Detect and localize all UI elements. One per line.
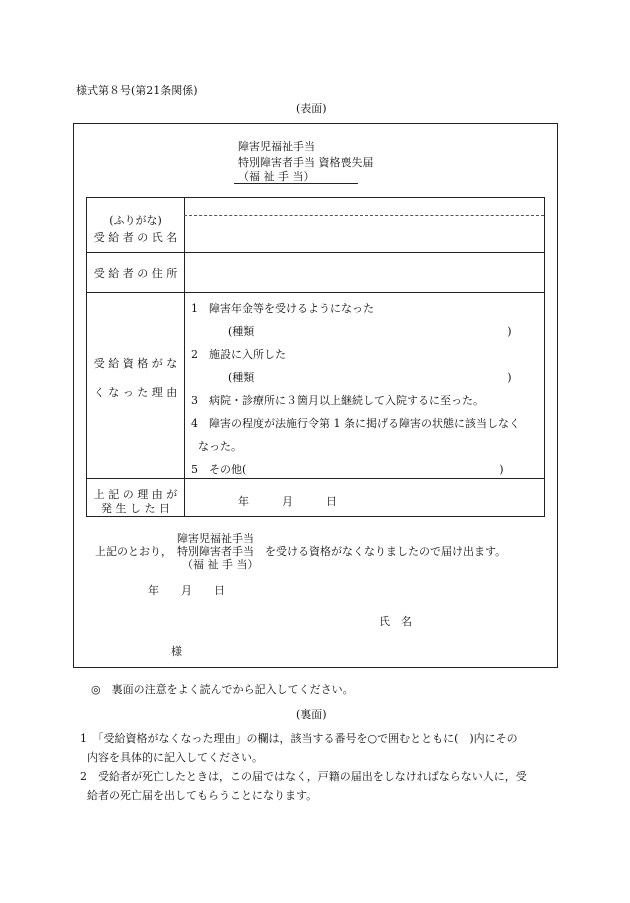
sign-date: 年 月 日 [148, 584, 225, 597]
reason-label-line-2: く な っ た 理 由 [93, 386, 178, 399]
form-number: 様式第８号(第21条関係) [76, 84, 198, 97]
column-divider [184, 198, 185, 516]
reason-item-3: 3 病院・診療所に３箇月以上継続して入院するに至った。 [191, 394, 484, 407]
furigana-divider [184, 215, 544, 216]
reason-item-2: 2 施設に入所した [191, 348, 286, 361]
statement-allowance-1: 障害児福祉手当 [177, 532, 254, 545]
title-line-3: （福 祉 手 当） [238, 170, 315, 183]
recipient-address-label: 受 給 者 の 住 所 [93, 267, 178, 280]
reason-item-1-type: (種類 ) [228, 325, 512, 338]
row-divider-2 [87, 292, 544, 293]
row-divider-3 [87, 478, 544, 479]
date-label-line-1: 上 記 の 理 由 が [93, 488, 178, 501]
form-table [86, 197, 545, 517]
reason-label-line-1: 受 給 資 格 が な [93, 357, 178, 370]
back-label: (裏面) [296, 708, 327, 721]
recipient-name-label: 受 給 者 の 氏 名 [93, 231, 178, 244]
sign-sama: 様 [171, 645, 182, 658]
reason-item-4-cont: なった。 [198, 440, 242, 453]
reason-item-2-type: (種類 ) [228, 371, 512, 384]
reason-item-1: 1 障害年金等を受けるようになった [191, 302, 374, 315]
back-note-1-cont: 内容を具体的に記入してください。 [87, 751, 263, 764]
back-note-1: 1 「受給資格がなくなった理由」の欄は，該当する番号を○で囲むとともに( )内にその [80, 732, 518, 745]
back-note-2: 2 受給者が死亡したときは，この届ではなく，戸籍の届出をしなければならない人に，受 [80, 770, 527, 783]
back-note-2-cont: 給者の死亡届を出してもらうことになります。 [87, 789, 318, 802]
furigana-label: (ふりがな) [109, 214, 162, 227]
date-value: 年 月 日 [238, 495, 337, 508]
statement-prefix: 上記のとおり， [95, 545, 172, 558]
reason-item-5: 5 その他( ) [191, 463, 504, 476]
title-line-1: 障害児福祉手当 [238, 140, 315, 153]
statement-suffix: を受ける資格がなくなりましたので届け出ます。 [265, 545, 507, 558]
reason-item-4: 4 障害の程度が法施行令第 1 条に掲げる障害の状態に該当しなく [191, 417, 520, 430]
date-label-line-2: 発 生 し た 日 [101, 502, 170, 515]
statement-allowance-3: （福 祉 手 当） [182, 558, 259, 571]
sign-name-label: 氏 名 [379, 615, 412, 628]
title-underline [234, 183, 358, 184]
statement-allowance-2: 特別障害者手当 [177, 545, 254, 558]
note: ◎ 裏面の注意をよく読んでから記入してください。 [91, 683, 354, 696]
title-line-2: 特別障害者手当 資格喪失届 [238, 156, 374, 169]
front-label: (表面) [296, 102, 327, 115]
row-divider-1 [87, 252, 544, 253]
